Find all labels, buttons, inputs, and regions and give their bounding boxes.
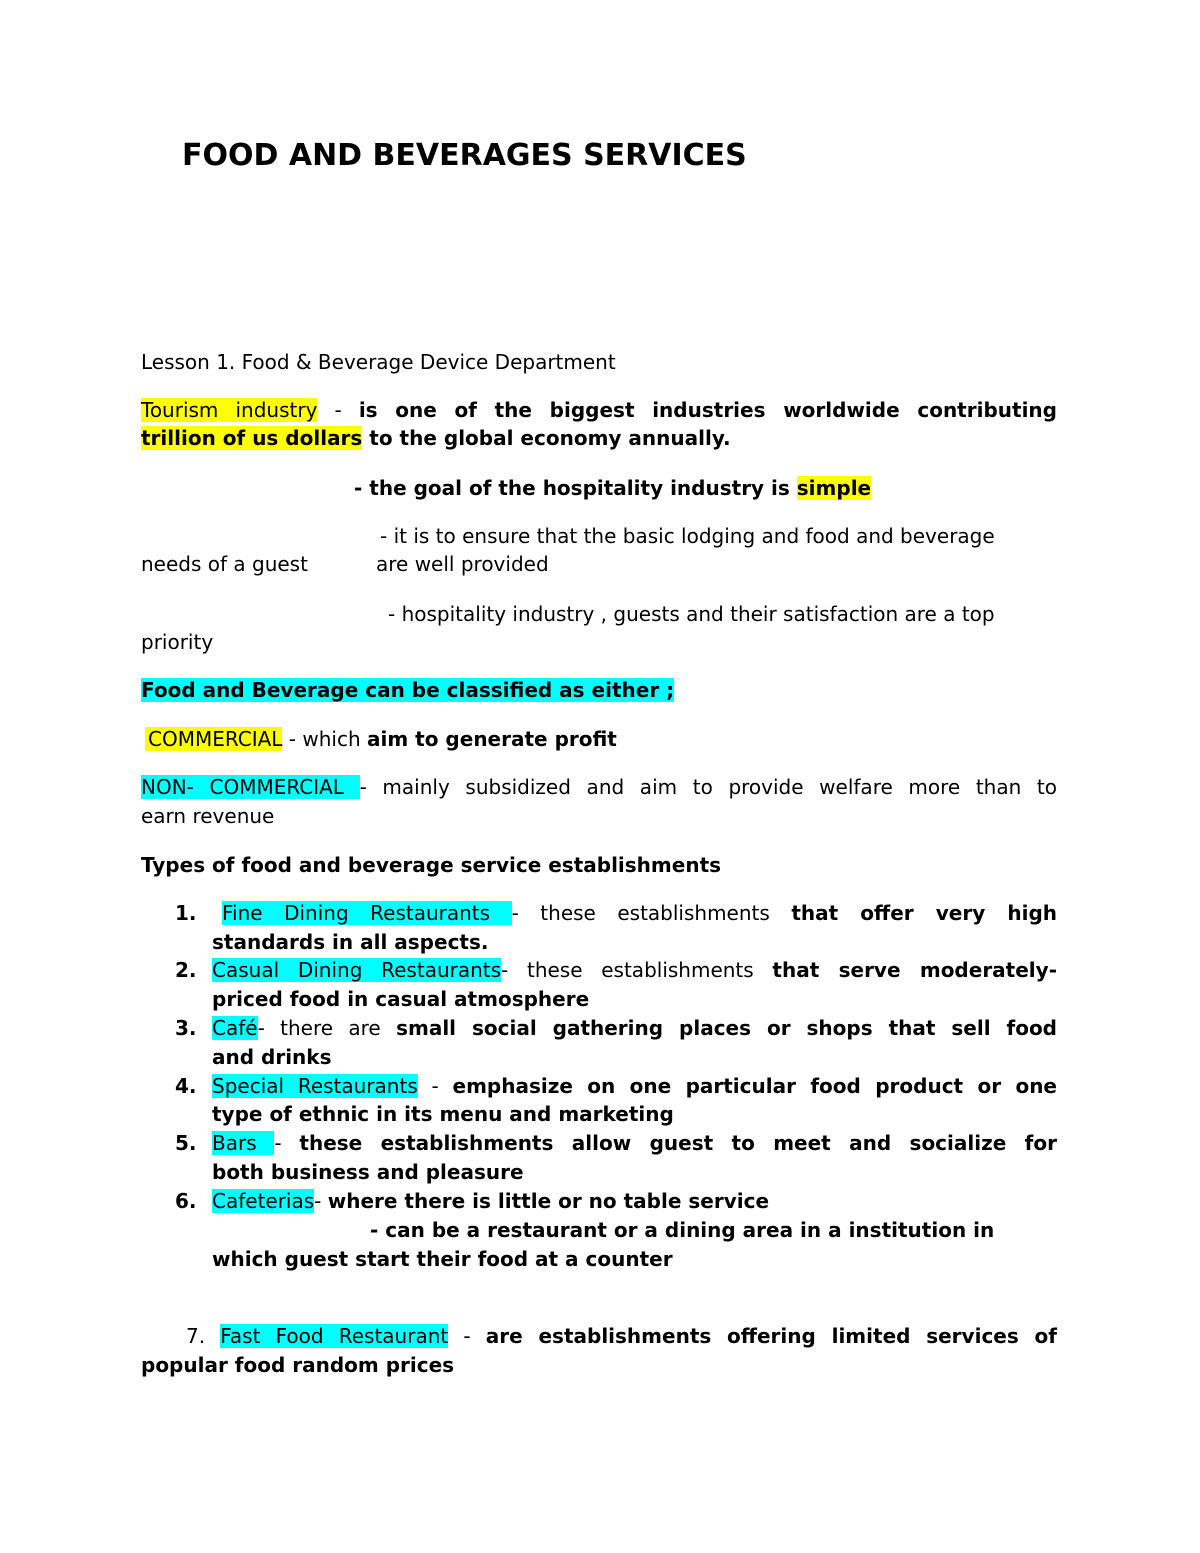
list-item-3-bold: small social gathering places or shops that sell food bbox=[396, 1016, 1057, 1040]
list-item-6-plain: - bbox=[314, 1189, 328, 1213]
list-item-5-line1 bbox=[212, 1129, 1057, 1157]
list-item-6-bold: where there is little or no table service bbox=[327, 1189, 770, 1213]
list-item-1-wrap bbox=[222, 899, 1057, 927]
ensure-line1: - it is to ensure that the basic lodging and food and beverage bbox=[380, 524, 995, 548]
list-item-1-line2: standards in all aspects. bbox=[212, 930, 489, 954]
list-item-6-sub2: which guest start their food at a counter bbox=[212, 1247, 673, 1271]
list-item-2-bold: that serve moderately- bbox=[772, 958, 1057, 982]
list-item-3-wrap bbox=[212, 1014, 1057, 1042]
list-item bbox=[175, 956, 197, 984]
list-number: 2. bbox=[175, 958, 197, 982]
list-item-7-bold: are establishments offering limited services of bbox=[485, 1324, 1057, 1348]
list-item-4-wrap bbox=[212, 1072, 1057, 1100]
tourism-line1-rest: is one of the biggest industries worldwide contributing bbox=[358, 398, 1057, 422]
types-heading: Types of food and beverage service establishments bbox=[141, 853, 722, 877]
list-item-3-term: Café bbox=[212, 1016, 258, 1040]
priority-line1: - hospitality industry , guests and their satisfaction are a top bbox=[388, 602, 995, 626]
list-item-4-line2: type of ethnic in its menu and marketing bbox=[212, 1102, 674, 1126]
ensure-line2a: needs of a guest bbox=[141, 552, 308, 576]
non-commercial-line1-rest: - mainly subsidized and aim to provide welfare more than to bbox=[359, 775, 1057, 799]
priority-line2: priority bbox=[141, 630, 214, 654]
list-item-4-plain: - bbox=[417, 1074, 453, 1098]
list-item-5-term: Bars bbox=[212, 1131, 275, 1155]
list-item-5-bold: these establishments allow guest to meet and socialize for bbox=[299, 1131, 1057, 1155]
list-number: 6. bbox=[175, 1189, 197, 1213]
list-item bbox=[175, 1072, 197, 1100]
list-item-6-line1 bbox=[212, 1187, 769, 1215]
classification-heading bbox=[141, 676, 674, 704]
list-item-7-number: 7. bbox=[186, 1324, 221, 1348]
list-item-4-line1 bbox=[212, 1072, 1057, 1100]
list-item-2-line1 bbox=[212, 956, 1057, 984]
document-title: FOOD AND BEVERAGES SERVICES bbox=[182, 138, 747, 173]
tourism-line1-wrap bbox=[141, 396, 1057, 424]
non-commercial-line1 bbox=[141, 773, 1057, 801]
list-item-4-bold: emphasize on one particular food product or one bbox=[452, 1074, 1057, 1098]
list-number: 1. bbox=[175, 901, 197, 925]
non-commercial-line2: earn revenue bbox=[141, 804, 275, 828]
non-commercial-term: NON- COMMERCIAL bbox=[141, 775, 360, 799]
list-item-1-line1 bbox=[222, 899, 1057, 927]
list-item-7-line1 bbox=[141, 1322, 1057, 1350]
list-item bbox=[175, 899, 197, 927]
list-item-5-line2: both business and pleasure bbox=[212, 1160, 524, 1184]
list-item-4-term: Special Restaurants bbox=[212, 1074, 418, 1098]
list-item-7-line2: popular food random prices bbox=[141, 1353, 455, 1377]
list-item-1-bold: that offer very high bbox=[791, 901, 1058, 925]
tourism-term: Tourism industry bbox=[141, 398, 318, 422]
tourism-line2-rest: to the global economy annually. bbox=[362, 426, 731, 450]
commercial-line bbox=[145, 725, 617, 753]
tourism-emphasis: trillion of us dollars bbox=[141, 426, 363, 450]
commercial-rest: aim to generate profit bbox=[367, 727, 617, 751]
list-item-5-plain: - bbox=[274, 1131, 300, 1155]
list-item bbox=[175, 1014, 197, 1042]
tourism-paragraph-line1 bbox=[141, 396, 1057, 424]
goal-line bbox=[354, 474, 871, 502]
lesson-heading: Lesson 1. Food & Beverage Device Department bbox=[141, 350, 616, 374]
goal-text: - the goal of the hospitality industry is bbox=[354, 476, 797, 500]
tourism-sep: - bbox=[317, 398, 359, 422]
commercial-sep: - which bbox=[282, 727, 368, 751]
list-item-7-plain: - bbox=[448, 1324, 486, 1348]
list-number: 3. bbox=[175, 1016, 197, 1040]
list-item-1-term: Fine Dining Restaurants bbox=[222, 901, 512, 925]
list-item-1-plain: - these establishments bbox=[511, 901, 792, 925]
list-item-2-term: Casual Dining Restaurants bbox=[212, 958, 502, 982]
classification-heading-text: Food and Beverage can be classified as either ; bbox=[141, 678, 675, 702]
list-item-6-term: Cafeterias bbox=[212, 1189, 315, 1213]
list-item-3-line2: and drinks bbox=[212, 1045, 332, 1069]
list-item-3-plain: - there are bbox=[257, 1016, 397, 1040]
commercial-term: COMMERCIAL bbox=[145, 727, 282, 751]
list-item-2-line2: priced food in casual atmosphere bbox=[212, 987, 590, 1011]
ensure-line2b: are well provided bbox=[376, 552, 549, 576]
list-item-6-sub1: - can be a restaurant or a dining area in a institution in bbox=[370, 1218, 995, 1242]
list-item-5-wrap bbox=[212, 1129, 1057, 1157]
list-item bbox=[175, 1187, 197, 1215]
list-item bbox=[175, 1129, 197, 1157]
list-number: 5. bbox=[175, 1131, 197, 1155]
list-item-2-plain: - these establishments bbox=[501, 958, 773, 982]
tourism-paragraph-line2 bbox=[141, 424, 731, 452]
list-item-3-line1 bbox=[212, 1014, 1057, 1042]
non-commercial-line1-wrap bbox=[141, 773, 1057, 801]
list-item-7-wrap bbox=[141, 1322, 1057, 1350]
list-item-7-term: Fast Food Restaurant bbox=[220, 1324, 449, 1348]
list-item-2-wrap bbox=[212, 956, 1057, 984]
list-number: 4. bbox=[175, 1074, 197, 1098]
goal-emphasis: simple bbox=[796, 476, 872, 500]
